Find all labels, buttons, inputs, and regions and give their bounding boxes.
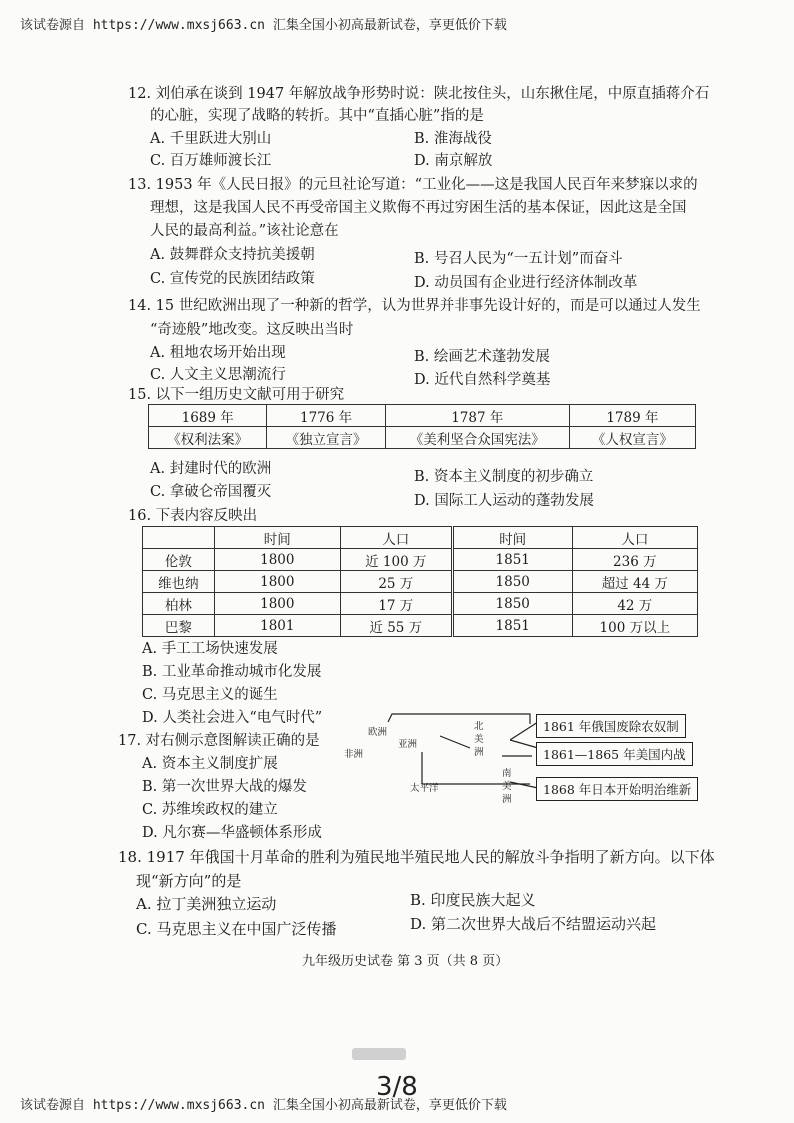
q14-option-d: D. 近代自然科学奠基 <box>414 372 551 388</box>
table-cell: 1850 <box>452 571 572 593</box>
table-row <box>143 527 698 549</box>
map-label-europe: 欧洲 <box>368 727 388 738</box>
table-cell: 42 万 <box>572 593 697 615</box>
q14-option-c: C. 人文主义思潮流行 <box>150 367 286 383</box>
q12-stem-line2: 的心脏，实现了战略的转折。其中“直插心脏”指的是 <box>150 108 484 124</box>
table-cell: 1800 <box>214 549 340 571</box>
q18-option-c: C. 马克思主义在中国广泛传播 <box>136 920 337 938</box>
q16-option-c: C. 马克思主义的诞生 <box>142 687 278 703</box>
table-cell: 《美利坚合众国宪法》 <box>385 427 569 449</box>
q12-option-d: D. 南京解放 <box>414 153 493 169</box>
map-label-south-america <box>502 767 512 806</box>
q18-option-b: B. 印度民族大起义 <box>410 891 536 909</box>
map-label-char: 美 <box>502 781 512 792</box>
table-cell: 近 100 万 <box>340 549 452 571</box>
table-cell: 1801 <box>214 615 340 637</box>
table-row <box>143 593 698 615</box>
table-cell: 1689 年 <box>149 405 267 427</box>
page-indicator: 3/8 <box>376 1072 418 1102</box>
table-cell: 100 万以上 <box>572 615 697 637</box>
map-label-char: 美 <box>474 734 484 745</box>
q13-option-c: C. 宣传党的民族团结政策 <box>150 271 315 287</box>
table-cell: 柏林 <box>143 593 215 615</box>
map-label-asia: 亚洲 <box>398 739 418 750</box>
table-cell: 超过 44 万 <box>572 571 697 593</box>
q13-option-b: B. 号召人民为“一五计划”而奋斗 <box>414 251 623 267</box>
bottom-source-banner: 该试卷源自 https://www.mxsj663.cn 汇集全国小初高最新试卷，享更低价下载 <box>20 1098 507 1113</box>
map-label-north-america <box>474 720 484 759</box>
table-cell: 1776 年 <box>267 405 385 427</box>
table-cell: 《权利法案》 <box>149 427 267 449</box>
map-label-char: 南 <box>502 768 512 779</box>
q15-option-b: B. 资本主义制度的初步确立 <box>414 469 594 485</box>
table-cell: 25 万 <box>340 571 452 593</box>
map-label-pacific: 太平洋 <box>410 783 439 794</box>
table-cell: 1800 <box>214 571 340 593</box>
table-row <box>143 615 698 637</box>
q15-option-a: A. 封建时代的欧洲 <box>150 461 272 477</box>
table-cell: 236 万 <box>572 549 697 571</box>
table-cell: 1800 <box>214 593 340 615</box>
q16-option-a: A. 手工工场快速发展 <box>142 641 278 657</box>
q16-population-table <box>142 526 698 637</box>
table-cell: 时间 <box>214 527 340 549</box>
q15-option-c: C. 拿破仑帝国覆灭 <box>150 484 272 500</box>
event-box-us-civil-war: 1861—1865 年美国内战 <box>536 742 693 766</box>
table-cell: 1787 年 <box>385 405 569 427</box>
q17-option-a: A. 资本主义制度扩展 <box>142 756 278 772</box>
map-label-char: 洲 <box>474 747 484 758</box>
q13-stem-line2: 理想，这是我国人民不再受帝国主义欺侮不再过穷困生活的基本保证，因此这是全国 <box>150 200 687 216</box>
q14-option-b: B. 绘画艺术蓬勃发展 <box>414 349 550 365</box>
table-row <box>149 405 696 427</box>
q17-option-b: B. 第一次世界大战的爆发 <box>142 779 307 795</box>
q17-stem: 17. 对右侧示意图解读正确的是 <box>118 733 320 749</box>
table-cell: 1851 <box>452 549 572 571</box>
q17-option-c: C. 苏维埃政权的建立 <box>142 802 278 818</box>
table-cell: 巴黎 <box>143 615 215 637</box>
top-source-banner: 该试卷源自 https://www.mxsj663.cn 汇集全国小初高最新试卷，享更低价下载 <box>20 18 507 33</box>
scan-smudge <box>352 1048 406 1060</box>
q13-option-d: D. 动员国有企业进行经济体制改革 <box>414 275 638 291</box>
q12-option-b: B. 淮海战役 <box>414 131 492 147</box>
table-cell: 《人权宣言》 <box>569 427 695 449</box>
q18-option-d: D. 第二次世界大战后不结盟运动兴起 <box>410 915 657 933</box>
table-cell: 人口 <box>572 527 697 549</box>
table-row <box>143 571 698 593</box>
q15-documents-table <box>148 404 696 449</box>
table-cell: 1850 <box>452 593 572 615</box>
q16-option-b: B. 工业革命推动城市化发展 <box>142 664 322 680</box>
q15-option-d: D. 国际工人运动的蓬勃发展 <box>414 493 594 509</box>
event-box-russia: 1861 年俄国废除农奴制 <box>536 714 686 738</box>
map-label-char: 洲 <box>502 794 512 805</box>
q15-stem: 15. 以下一组历史文献可用于研究 <box>128 387 345 403</box>
table-cell: 人口 <box>340 527 452 549</box>
table-cell: 1851 <box>452 615 572 637</box>
table-row <box>143 549 698 571</box>
q14-stem-line1: 14. 15 世纪欧洲出现了一种新的哲学，认为世界并非事先设计好的，而是可以通过人发生 <box>128 298 701 314</box>
q13-option-a: A. 鼓舞群众支持抗美援朝 <box>150 247 315 263</box>
table-row <box>149 427 696 449</box>
table-cell: 17 万 <box>340 593 452 615</box>
q12-stem-line1: 12. 刘伯承在谈到 1947 年解放战争形势时说：陕北按住头，山东揪住尾，中原直插蒋介石 <box>128 86 710 102</box>
q13-stem-line3: 人民的最高利益。”该社论意在 <box>150 223 339 239</box>
table-cell: 1789 年 <box>569 405 695 427</box>
table-cell: 近 55 万 <box>340 615 452 637</box>
q16-stem: 16. 下表内容反映出 <box>128 508 258 524</box>
map-label-africa: 非洲 <box>344 749 364 760</box>
page-footer: 九年级历史试卷 第 3 页（共 8 页） <box>302 954 509 969</box>
table-cell: 伦敦 <box>143 549 215 571</box>
q14-option-a: A. 租地农场开始出现 <box>150 345 286 361</box>
q14-stem-line2: “奇迹般”地改变。这反映出当时 <box>150 322 354 338</box>
table-cell: 维也纳 <box>143 571 215 593</box>
q12-option-c: C. 百万雄师渡长江 <box>150 153 272 169</box>
q12-option-a: A. 千里跃进大别山 <box>150 131 272 147</box>
event-box-meiji: 1868 年日本开始明治维新 <box>536 777 698 801</box>
table-cell <box>143 527 215 549</box>
q18-stem-line1: 18. 1917 年俄国十月革命的胜利为殖民地半殖民地人民的解放斗争指明了新方向。以下体 <box>118 848 715 866</box>
q18-stem-line2: 现“新方向”的是 <box>136 872 242 890</box>
q18-option-a: A. 拉丁美洲独立运动 <box>136 895 277 913</box>
q13-stem-line1: 13. 1953 年《人民日报》的元旦社论写道：“工业化——这是我国人民百年来梦寐以求的 <box>128 177 698 193</box>
table-cell: 《独立宣言》 <box>267 427 385 449</box>
table-cell: 时间 <box>452 527 572 549</box>
q16-option-d: D. 人类社会进入“电气时代” <box>142 710 323 726</box>
q17-option-d: D. 凡尔赛—华盛顿体系形成 <box>142 825 322 841</box>
map-label-char: 北 <box>474 721 484 732</box>
